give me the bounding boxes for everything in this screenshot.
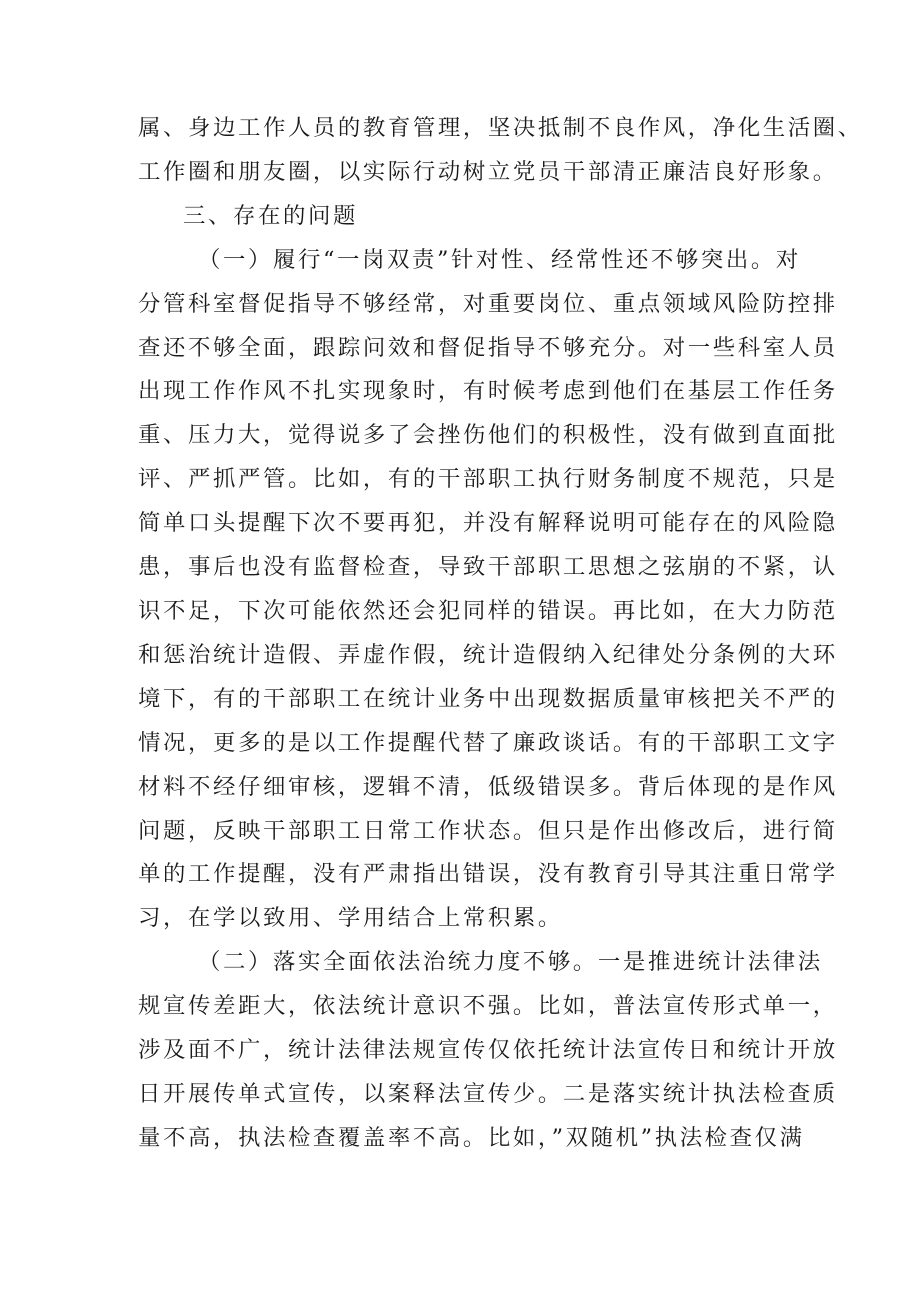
text-line: （二）落实全面依法治统力度不够。一是推进统计法律法 — [198, 949, 823, 976]
text-line: 规宣传差距大，依法统计意识不强。比如，普法宣传形式单一， — [138, 993, 838, 1020]
text-line: 情况，更多的是以工作提醒代替了廉政谈话。有的干部职工文字 — [138, 729, 838, 756]
section-heading-problems — [138, 195, 786, 239]
text-line: 出现工作作风不扎实现象时，有时候考虑到他们在基层工作任务 — [138, 378, 838, 405]
text-line: 评、严抓严管。比如，有的干部职工执行财务制度不规范，只是 — [138, 466, 838, 493]
text-line: 涉及面不广，统计法律法规宣传仅依托统计法宣传日和统计开放 — [138, 1037, 838, 1064]
text-line: 量不高，执法检查覆盖率不高。比如，”双随机”执法检查仅满 — [138, 1124, 805, 1151]
heading-text: 三、存在的问题 — [183, 202, 358, 229]
text-line: （一）履行“一岗双责”针对性、经常性还不够突出。对 — [198, 246, 801, 273]
text-line: 分管科室督促指导不够经常，对重要岗位、重点领域风险防控排 — [138, 290, 838, 317]
paragraph-problem-2 — [138, 941, 838, 1161]
text-line: 识不足，下次可能依然还会犯同样的错误。再比如，在大力防范 — [138, 597, 838, 624]
text-line: 和惩治统计造假、弄虚作假，统计造假纳入纪律处分条例的大环 — [138, 641, 838, 668]
text-line: 患，事后也没有监督检查，导致干部职工思想之弦崩的不紧，认 — [138, 554, 838, 581]
text-line: 工作圈和朋友圈，以实际行动树立党员干部清正廉洁良好形象。 — [138, 158, 838, 185]
text-line: 问题，反映干部职工日常工作状态。但只是作出修改后，进行简 — [138, 817, 838, 844]
paragraph-problem-1 — [138, 239, 838, 942]
text-line: 日开展传单式宣传，以案释法宣传少。二是落实统计执法检查质 — [138, 1080, 838, 1107]
text-line: 材料不经仔细审核，逻辑不清，低级错误多。背后体现的是作风 — [138, 773, 838, 800]
text-line: 简单口头提醒下次不要再犯，并没有解释说明可能存在的风险隐 — [138, 510, 838, 537]
text-line: 单的工作提醒，没有严肃指出错误，没有教育引导其注重日常学 — [138, 861, 838, 888]
text-line: 习，在学以致用、学用结合上常积累。 — [138, 905, 563, 932]
text-line: 属、身边工作人员的教育管理，坚决抵制不良作风，净化生活圈、 — [138, 115, 863, 141]
text-line: 重、压力大，觉得说多了会挫伤他们的积极性，没有做到直面批 — [138, 422, 838, 449]
text-line: 境下，有的干部职工在统计业务中出现数据质量审核把关不严的 — [138, 685, 838, 712]
paragraph-continuation — [138, 107, 863, 195]
document-body — [138, 107, 863, 1161]
text-line: 查还不够全面，跟踪问效和督促指导不够充分。对一些科室人员 — [138, 334, 838, 361]
